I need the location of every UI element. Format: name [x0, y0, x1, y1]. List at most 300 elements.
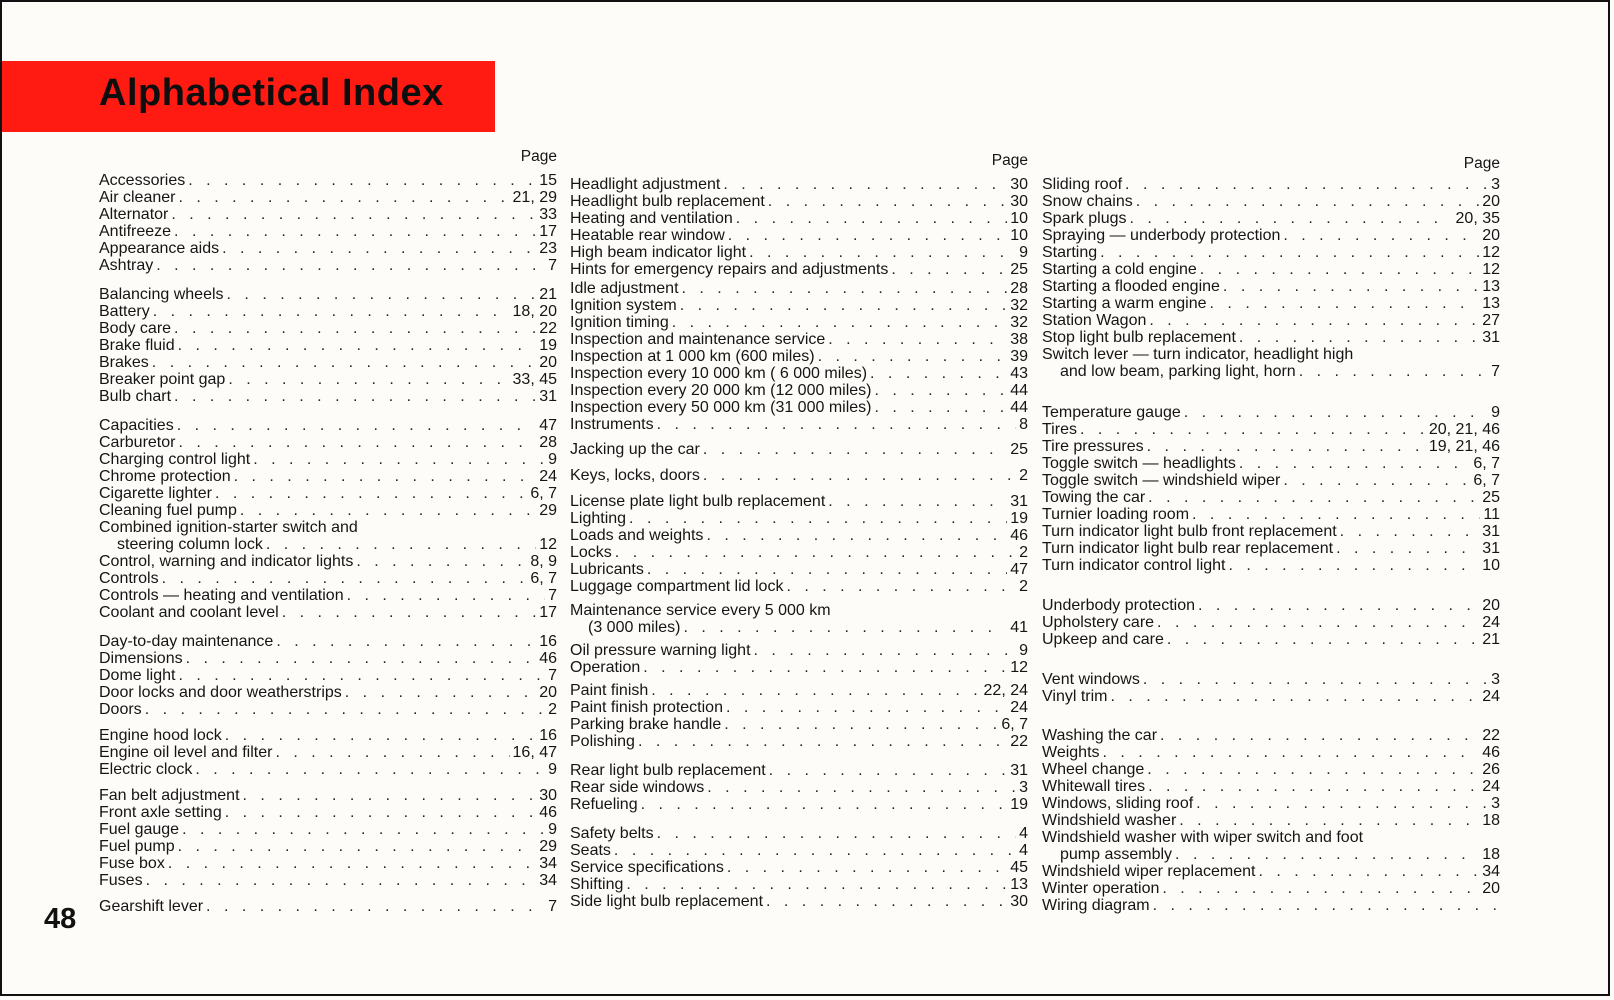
index-entry-page: 20 — [1482, 227, 1500, 244]
index-entry-page: 7 — [548, 898, 557, 915]
index-entry-label: Maintenance service every 5 000 km — [570, 602, 831, 619]
index-entry-label: Combined ignition-starter switch and — [99, 519, 358, 536]
index-entry-page: 25 — [1482, 489, 1500, 506]
index-entry — [1042, 523, 1500, 541]
index-entry — [1042, 295, 1500, 313]
index-entry-page: 7 — [548, 587, 557, 604]
dot-leader — [146, 872, 537, 890]
index-entry-page: 46 — [1010, 527, 1028, 544]
dot-leader — [206, 898, 545, 916]
dot-leader — [1340, 523, 1480, 541]
dot-leader — [174, 388, 536, 406]
index-entry-label: Oil pressure warning light — [570, 642, 751, 659]
index-entry-label: Locks — [570, 544, 612, 561]
index-entry-page: 21, 29 — [512, 189, 557, 206]
dot-leader — [1210, 295, 1480, 313]
dot-leader — [275, 744, 509, 762]
index-entry — [99, 821, 557, 839]
index-entry-label: Turn indicator control light — [1042, 557, 1226, 574]
dot-leader — [703, 467, 1016, 485]
index-entry-page: 8, 9 — [530, 553, 557, 570]
index-entry-page: 15 — [539, 172, 557, 189]
dot-leader — [1258, 863, 1479, 881]
dot-leader — [1167, 631, 1479, 649]
index-entry-label: High beam indicator light — [570, 244, 747, 261]
index-entry-label: Rear side windows — [570, 779, 705, 796]
index-entry — [1042, 421, 1500, 439]
index-entry-label: Fuel gauge — [99, 821, 180, 838]
index-entry — [570, 399, 1028, 417]
index-entry-label: Washing the car — [1042, 727, 1158, 744]
index-entry-page: 20, 21, 46 — [1428, 421, 1500, 438]
index-entry-page: 34 — [539, 855, 557, 872]
index-entry-label: Cigarette lighter — [99, 485, 212, 502]
dot-leader — [672, 314, 1007, 332]
index-entry — [99, 553, 557, 571]
index-entry-label: Gearshift lever — [99, 898, 204, 915]
dot-leader — [178, 667, 545, 685]
index-entry-label: Sliding roof — [1042, 176, 1123, 193]
index-entry — [99, 371, 557, 389]
dot-leader — [724, 716, 998, 734]
index-entry — [1042, 863, 1500, 881]
dot-leader — [1223, 278, 1479, 296]
page-column-header: Page — [520, 148, 557, 165]
dot-leader — [1196, 795, 1488, 813]
index-entry-label: Parking brake handle — [570, 716, 722, 733]
index-entry-label: Lighting — [570, 510, 627, 527]
index-entry-label: Underbody protection — [1042, 597, 1195, 614]
index-entry-page: 13 — [1482, 295, 1500, 312]
index-entry-page: 3 — [1019, 779, 1028, 796]
index-entry-label: Polishing — [570, 733, 635, 750]
index-entry-label: Alternator — [99, 206, 169, 223]
index-entry — [1042, 489, 1500, 507]
index-entry — [570, 261, 1028, 279]
index-entry-page: 10 — [1482, 557, 1500, 574]
index-entry — [99, 701, 557, 719]
index-entry-page: 26 — [1482, 761, 1500, 778]
index-entry — [99, 354, 557, 372]
index-entry — [570, 762, 1028, 780]
index-entry-label: Upholstery care — [1042, 614, 1155, 631]
index-entry — [1042, 363, 1500, 381]
index-entry-page: 31 — [1482, 540, 1500, 557]
index-entry-page: 6, 7 — [1001, 716, 1028, 733]
index-entry-label: Starting a flooded engine — [1042, 278, 1220, 295]
index-entry-label: Toggle switch — headlights — [1042, 455, 1236, 472]
dot-leader — [828, 331, 1007, 349]
index-entry-page: 45 — [1010, 859, 1028, 876]
index-entry — [570, 779, 1028, 797]
dot-leader — [227, 286, 537, 304]
index-entry-page: 12 — [1482, 244, 1500, 261]
index-entry-label: Carburetor — [99, 434, 176, 451]
index-entry — [99, 388, 557, 406]
index-entry-label: Cleaning fuel pump — [99, 502, 237, 519]
index-entry — [570, 642, 1028, 660]
index-entry-label: Balancing wheels — [99, 286, 224, 303]
dot-leader — [178, 838, 537, 856]
index-entry-label: Coolant and coolant level — [99, 604, 279, 621]
index-entry-page: 38 — [1010, 331, 1028, 348]
index-entry-label: Side light bulb replacement — [570, 893, 764, 910]
index-entry-label: Vent windows — [1042, 671, 1140, 688]
index-entry-page: 18 — [1482, 812, 1500, 829]
dot-leader — [178, 337, 537, 355]
index-entry — [99, 451, 557, 469]
index-entry-page: 16 — [539, 727, 557, 744]
dot-leader — [818, 348, 1008, 366]
index-entry-page: 25 — [1010, 441, 1028, 458]
index-entry-page: 22 — [1482, 727, 1500, 744]
index-entry-label: Control, warning and indicator lights — [99, 553, 354, 570]
index-entry-page: 19 — [539, 337, 557, 354]
index-entry-page: 17 — [539, 223, 557, 240]
dot-leader — [1229, 557, 1480, 575]
dot-leader — [178, 189, 509, 207]
dot-leader — [1100, 244, 1479, 262]
index-entry-label: Safety belts — [570, 825, 654, 842]
index-entry-page: 9 — [1019, 642, 1028, 659]
index-entry — [1042, 795, 1500, 813]
index-entry-page: 9 — [1019, 244, 1028, 261]
index-entry-label: Wiring diagram — [1042, 897, 1150, 914]
index-entry-page: 30 — [1010, 176, 1028, 193]
index-column-3 — [1042, 155, 1500, 945]
index-entry — [570, 510, 1028, 528]
index-entry-page: 31 — [1482, 523, 1500, 540]
index-entry-label: Shifting — [570, 876, 624, 893]
index-entry-page: 6, 7 — [530, 570, 557, 587]
dot-leader — [215, 485, 527, 503]
dot-leader — [638, 733, 1007, 751]
index-entry-page: 3 — [1491, 176, 1500, 193]
index-entry — [570, 416, 1028, 434]
index-entry-label: Inspection every 50 000 km (31 000 miles) — [570, 399, 872, 416]
dot-leader — [174, 320, 536, 338]
index-entry-label: Day-to-day maintenance — [99, 633, 274, 650]
index-entry-page: 18, 20 — [512, 303, 557, 320]
index-entry — [99, 337, 557, 355]
index-entry-label: Upkeep and care — [1042, 631, 1164, 648]
dot-leader — [706, 527, 1007, 545]
dot-leader — [240, 502, 536, 520]
index-entry — [1042, 329, 1500, 347]
index-entry-label: Charging control light — [99, 451, 251, 468]
index-entry-label: Engine hood lock — [99, 727, 222, 744]
dot-leader — [1336, 540, 1479, 558]
dot-leader — [1179, 812, 1479, 830]
dot-leader — [1184, 404, 1488, 422]
index-entry — [1042, 312, 1500, 330]
dot-leader — [728, 227, 1007, 245]
index-entry-page: 3 — [1491, 671, 1500, 688]
index-entry-page: 22 — [1010, 733, 1028, 750]
index-entry-label: Chrome protection — [99, 468, 231, 485]
index-entry-label: Doors — [99, 701, 142, 718]
dot-leader — [1136, 193, 1479, 211]
index-entry-page: 17 — [539, 604, 557, 621]
index-entry-page: 12 — [1010, 659, 1028, 676]
page-title: Alphabetical Index — [99, 72, 444, 114]
index-entry-label: Stop light bulb replacement — [1042, 329, 1236, 346]
index-entry — [99, 727, 557, 745]
index-entry — [99, 286, 557, 304]
index-entry — [1042, 472, 1500, 490]
index-entry — [1042, 244, 1500, 262]
dot-leader — [1143, 671, 1488, 689]
index-entry-page: 13 — [1010, 876, 1028, 893]
index-entry-label: Switch lever — turn indicator, headlight high — [1042, 346, 1354, 363]
index-entry — [1042, 846, 1500, 864]
index-entry-label: Ignition system — [570, 297, 677, 314]
index-entry-page: 13 — [1482, 278, 1500, 295]
index-entry-label: Brake fluid — [99, 337, 175, 354]
dot-leader — [1153, 897, 1497, 915]
index-entry-page: 47 — [539, 417, 557, 434]
index-entry-label: Heating and ventilation — [570, 210, 733, 227]
index-entry — [570, 280, 1028, 298]
index-entry-page: 6, 7 — [1473, 472, 1500, 489]
index-entry-page: 30 — [1010, 893, 1028, 910]
dot-leader — [1125, 176, 1488, 194]
index-entry-label: Fuel pump — [99, 838, 175, 855]
dot-leader — [1148, 778, 1479, 796]
dot-leader — [647, 561, 1007, 579]
index-entry-page: 34 — [1482, 863, 1500, 880]
index-entry-label: Fuse box — [99, 855, 165, 872]
index-entry-label: Winter operation — [1042, 880, 1160, 897]
index-entry-label: Capacities — [99, 417, 174, 434]
dot-leader — [153, 303, 510, 321]
dot-leader — [736, 210, 1007, 228]
dot-leader — [171, 206, 536, 224]
index-entry-label: Weights — [1042, 744, 1100, 761]
index-entry-page: 24 — [1010, 699, 1028, 716]
dot-leader — [243, 787, 537, 805]
index-entry — [570, 544, 1028, 562]
index-entry — [99, 804, 557, 822]
index-entry-page: 3 — [1491, 795, 1500, 812]
index-entry — [99, 872, 557, 890]
index-entry — [1042, 455, 1500, 473]
index-entry-page: 31 — [1010, 493, 1028, 510]
dot-leader — [186, 650, 537, 668]
index-entry — [1042, 880, 1500, 898]
index-entry-label: Starting a warm engine — [1042, 295, 1207, 312]
dot-leader — [723, 176, 1007, 194]
index-entry-label: Windshield wiper replacement — [1042, 863, 1256, 880]
dot-leader — [156, 257, 545, 275]
index-entry-page: 21 — [1482, 631, 1500, 648]
index-entry — [99, 667, 557, 685]
dot-leader — [1148, 489, 1479, 507]
index-entry-page: 20, 35 — [1455, 210, 1500, 227]
index-entry-page: 9 — [548, 451, 557, 468]
index-entry-label: Door locks and door weatherstrips — [99, 684, 342, 701]
index-entry — [1042, 404, 1500, 422]
index-entry-label: Accessories — [99, 172, 186, 189]
index-entry — [99, 587, 557, 605]
index-entry — [99, 189, 557, 207]
index-entry-page: 7 — [548, 257, 557, 274]
index-entry — [570, 602, 1028, 620]
index-entry-page: 10 — [1010, 210, 1028, 227]
dot-leader — [1239, 329, 1479, 347]
index-entry — [570, 699, 1028, 717]
dot-leader — [234, 468, 537, 486]
index-entry-page: 47 — [1010, 561, 1028, 578]
index-entry-label: Idle adjustment — [570, 280, 679, 297]
index-entry-page: 9 — [548, 821, 557, 838]
index-entry — [1042, 506, 1500, 524]
index-entry — [99, 519, 557, 537]
index-entry-page: 24 — [1482, 778, 1500, 795]
page-column-header: Page — [991, 152, 1028, 169]
index-entry-label: Windows, sliding roof — [1042, 795, 1194, 812]
index-entry-label: Dimensions — [99, 650, 183, 667]
index-entry-label: Loads and weights — [570, 527, 704, 544]
index-entry-page: 30 — [1010, 193, 1028, 210]
index-entry-page: 46 — [1482, 744, 1500, 761]
index-entry — [1042, 727, 1500, 745]
index-entry-label: and low beam, parking light, horn — [1060, 363, 1296, 380]
index-entry-label: Controls — [99, 570, 159, 587]
index-entry-label: Heatable rear window — [570, 227, 725, 244]
index-entry — [99, 257, 557, 275]
index-entry-page: 33, 45 — [512, 371, 557, 388]
index-entry-label: Jacking up the car — [570, 441, 700, 458]
index-entry-page: 43 — [1010, 365, 1028, 382]
index-entry — [99, 761, 557, 779]
dot-leader — [768, 193, 1007, 211]
index-entry-label: Turn indicator light bulb front replacement — [1042, 523, 1337, 540]
index-entry — [99, 570, 557, 588]
index-entry — [570, 467, 1028, 485]
index-entry-label: pump assembly — [1060, 846, 1173, 863]
index-entry-page: 2 — [1019, 578, 1028, 595]
dot-leader — [1080, 421, 1426, 439]
index-entry-page: 9 — [548, 761, 557, 778]
index-entry-label: Temperature gauge — [1042, 404, 1181, 421]
index-entry-label: Rear light bulb replacement — [570, 762, 766, 779]
index-entry — [1042, 346, 1500, 364]
index-entry — [570, 561, 1028, 579]
index-entry-label: Tire pressures — [1042, 438, 1144, 455]
index-entry-label: Controls — heating and ventilation — [99, 587, 344, 604]
index-entry-page: 7 — [548, 667, 557, 684]
index-entry-label: Tires — [1042, 421, 1077, 438]
index-entry — [570, 893, 1028, 911]
index-entry-page: 2 — [1019, 544, 1028, 561]
index-entry — [99, 633, 557, 651]
index-entry-label: Ignition timing — [570, 314, 669, 331]
index-entry-page: 16, 47 — [512, 744, 557, 761]
index-entry — [570, 210, 1028, 228]
index-entry-page: 12 — [1482, 261, 1500, 278]
index-entry-label: Operation — [570, 659, 641, 676]
dot-leader — [1147, 438, 1426, 456]
index-entry — [570, 619, 1028, 637]
index-entry-label: Inspection at 1 000 km (600 miles) — [570, 348, 815, 365]
index-entry-label: Spraying — underbody protection — [1042, 227, 1281, 244]
index-entry-page: 44 — [1010, 399, 1028, 416]
index-entry — [1042, 176, 1500, 194]
index-entry — [570, 193, 1028, 211]
dot-leader — [282, 604, 537, 622]
index-entry — [1042, 557, 1500, 575]
index-entry-label: Ashtray — [99, 257, 154, 274]
dot-leader — [726, 699, 1007, 717]
dot-leader — [682, 280, 1008, 298]
dot-leader — [222, 240, 536, 258]
dot-leader — [195, 761, 545, 779]
dot-leader — [1299, 363, 1488, 381]
index-entry-label: Station Wagon — [1042, 312, 1147, 329]
index-entry — [99, 787, 557, 805]
index-entry-page: 19, 21, 46 — [1428, 438, 1500, 455]
dot-leader — [614, 842, 1016, 860]
index-entry — [570, 859, 1028, 877]
index-entry — [570, 527, 1028, 545]
index-entry-page: 31 — [1482, 329, 1500, 346]
index-entry-page: 2 — [548, 701, 557, 718]
index-entry-page: 24 — [539, 468, 557, 485]
dot-leader — [356, 553, 527, 571]
dot-leader — [1103, 744, 1480, 762]
index-entry-page: 34 — [539, 872, 557, 889]
dot-leader — [178, 434, 536, 452]
index-entry — [99, 744, 557, 762]
dot-leader — [145, 701, 545, 719]
dot-leader — [276, 633, 536, 651]
index-entry — [1042, 227, 1500, 245]
index-entry-label: Towing the car — [1042, 489, 1146, 506]
dot-leader — [874, 382, 1007, 400]
index-entry — [570, 314, 1028, 332]
index-entry-label: Inspection and maintenance service — [570, 331, 826, 348]
dot-leader — [1111, 688, 1480, 706]
index-entry-page: 12 — [539, 536, 557, 553]
index-entry — [570, 842, 1028, 860]
dot-leader — [1200, 261, 1479, 279]
index-entry — [570, 382, 1028, 400]
index-entry — [99, 320, 557, 338]
index-entry — [99, 485, 557, 503]
index-entry-page: 18 — [1482, 846, 1500, 863]
index-entry-page: 33 — [539, 206, 557, 223]
index-entry-label: Paint finish protection — [570, 699, 723, 716]
index-entry-page: 8 — [1019, 416, 1028, 433]
index-entry-label: License plate light bulb replacement — [570, 493, 826, 510]
index-entry — [570, 493, 1028, 511]
dot-leader — [266, 536, 536, 554]
index-entry-label: Hints for emergency repairs and adjustments — [570, 261, 889, 278]
index-entry-page: 11 — [1483, 506, 1500, 523]
index-entry-page: 28 — [1010, 280, 1028, 297]
index-entry-page: 2 — [1019, 467, 1028, 484]
index-entry-page: 4 — [1019, 842, 1028, 859]
index-entry-label: Toggle switch — windshield wiper — [1042, 472, 1281, 489]
index-entry-label: Dome light — [99, 667, 176, 684]
dot-leader — [629, 510, 1007, 528]
dot-leader — [162, 570, 528, 588]
index-entry-label: Appearance aids — [99, 240, 220, 257]
index-entry-label: Windshield washer — [1042, 812, 1177, 829]
index-entry-page: 6, 7 — [1473, 455, 1500, 472]
dot-leader — [347, 587, 546, 605]
